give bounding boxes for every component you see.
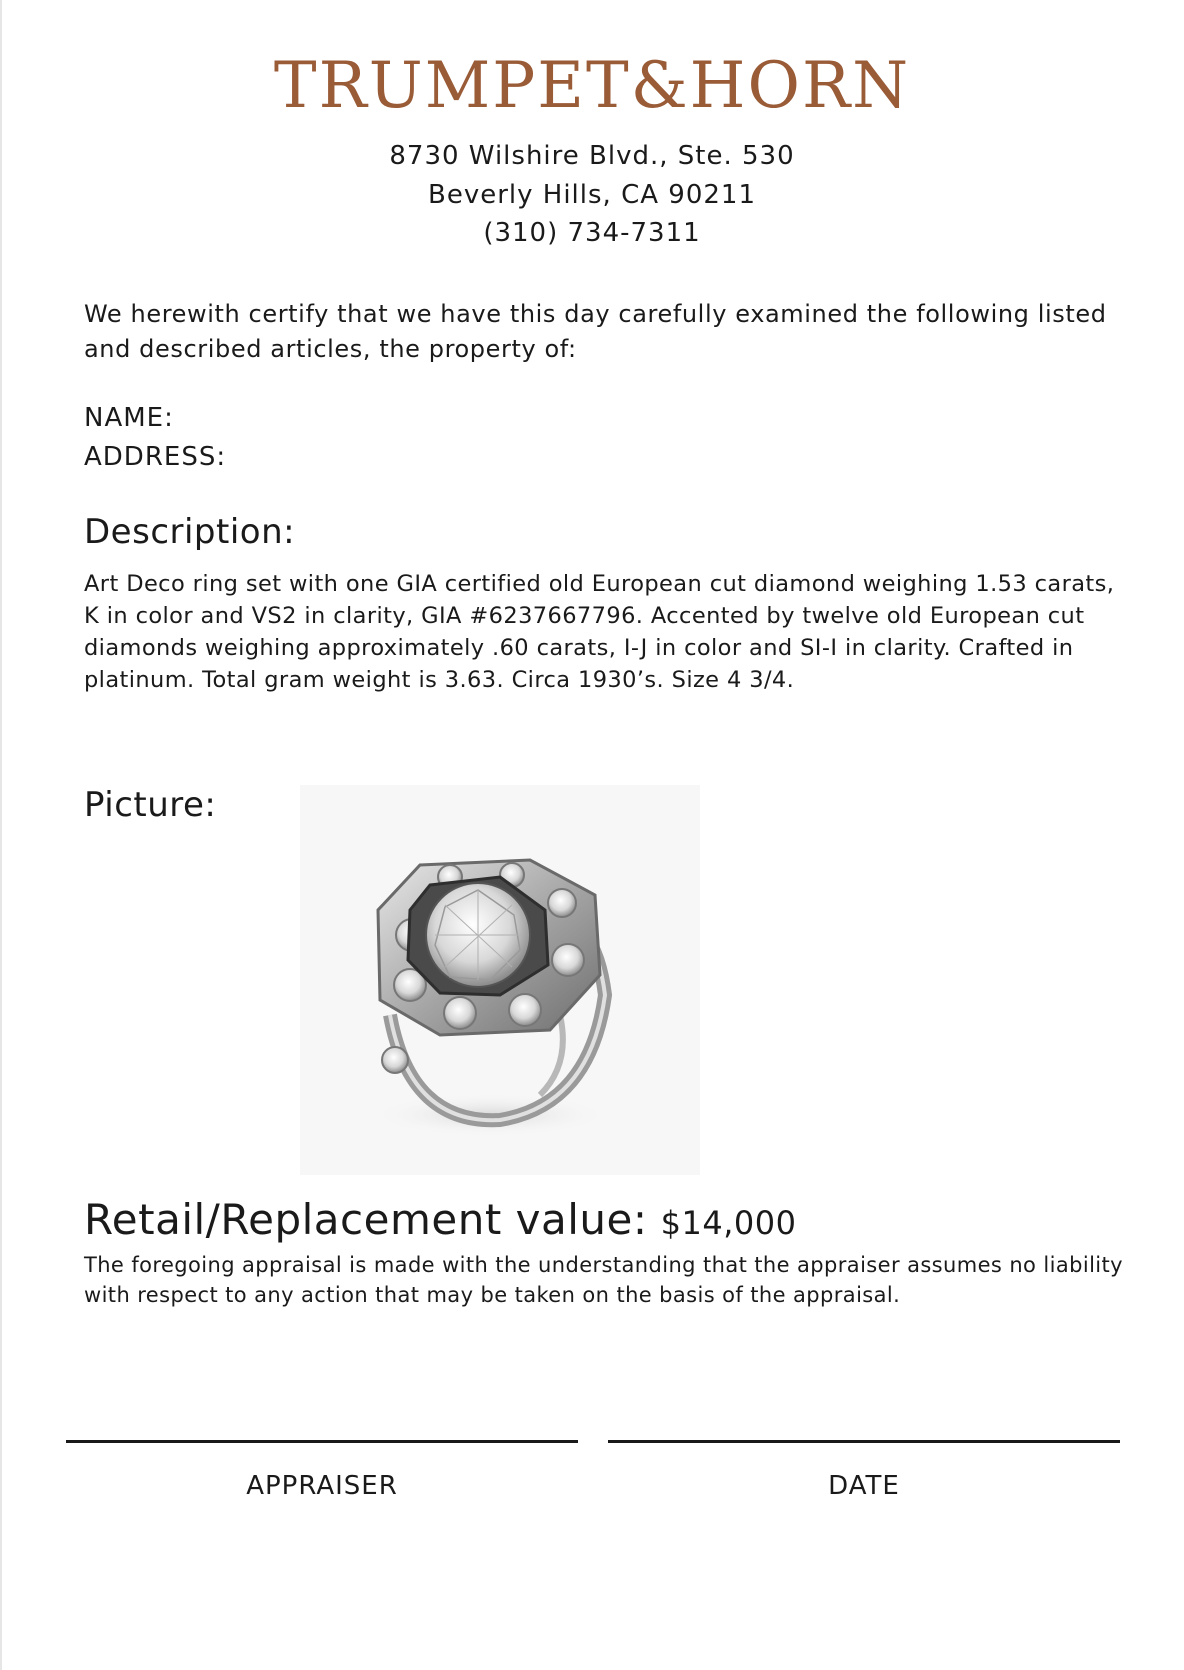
address-line-1: 8730 Wilshire Blvd., Ste. 530 <box>389 141 795 171</box>
appraiser-label: APPRAISER <box>246 1471 398 1501</box>
description-text: Art Deco ring set with one GIA certified old European cut diamond weighing 1.53 carats, K in color and VS2 in clarity, GIA #6237667796. Accented by twelve old European cut diamonds weighing approximately .60 carats, I-J in color and SI-I in clarity. Crafted in platinum. Total gram weight is 3.63. Circa 1930’s. Size 4 3/4. <box>84 571 1115 693</box>
address-line-2: Beverly Hills, CA 90211 <box>428 180 756 210</box>
appraiser-signature-line <box>66 1440 578 1443</box>
phone-number: (310) 734-7311 <box>483 218 701 248</box>
description-heading: Description: <box>84 512 296 552</box>
valuation-line <box>84 1195 796 1244</box>
address-label: ADDRESS: <box>84 442 227 472</box>
picture-heading: Picture: <box>84 785 217 825</box>
appraisal-disclaimer: The foregoing appraisal is made with the understanding that the appraiser assumes no liability with respect to any action that may be taken on the basis of the appraisal. <box>84 1253 1123 1307</box>
company-logo: TRUMPET&HORN <box>273 49 911 123</box>
name-label: NAME: <box>84 403 174 433</box>
certification-statement: We herewith certify that we have this day carefully examined the following listed and described articles, the property of: <box>84 300 1107 363</box>
date-label: DATE <box>828 1471 900 1501</box>
valuation-label: Retail/Replacement value: <box>84 1195 648 1244</box>
date-signature-line <box>608 1440 1120 1443</box>
ring-photo <box>300 785 700 1175</box>
page-edge <box>0 0 2 1670</box>
valuation-amount: $14,000 <box>660 1204 797 1242</box>
ring-illustration <box>300 785 700 1175</box>
